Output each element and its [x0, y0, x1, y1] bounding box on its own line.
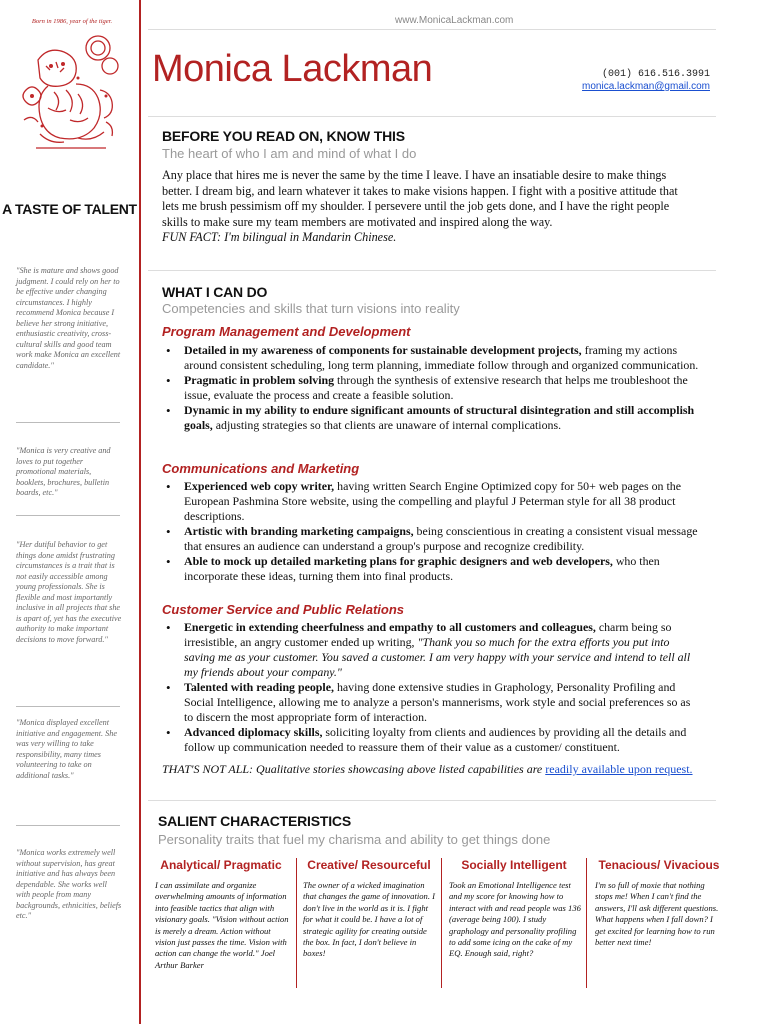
phone-number: (001) 616.516.3991 — [601, 69, 710, 80]
list-item: • Energetic in extending cheerfulness and empathy to all customers and colleagues, charm being so irresistible, an angry customer ended up writing, "Thank you so much for the extra efforts you put into saving me as your customer. You saved a customer. I am very happy with your service and intend to tell all my friends about your company." — [162, 620, 702, 680]
section-title-skills: WHAT I CAN DO — [162, 284, 268, 300]
trait-text: Took an Emotional Intelligence test and my score for knowing how to interact with and read people was 136 (average being 100). I study graphology and personality profiling to add some icing on the cake of my EQ. Enough said, right? — [449, 880, 581, 959]
email-link[interactable]: monica.lackman@gmail.com — [582, 81, 710, 92]
list-item: • Artistic with branding marketing campaigns, being conscientious in creating a consistent visual message that ensures an audience can understand a group's purpose and recognize credibility. — [162, 524, 702, 554]
testimonial-quote: "Monica displayed excellent initiative and engagement. She was very willing to take responsibility, many times volunteering to take on additional tasks." — [16, 718, 117, 780]
not-all-note: THAT'S NOT ALL: Qualitative stories showcasing above listed capabilities are readily available upon request. — [162, 762, 693, 776]
testimonial-quote: "Monica is very creative and loves to put together promotional materials, booklets, brochures, bulletin boards, etc." — [16, 446, 111, 497]
list-item: • Talented with reading people, having done extensive studies in Graphology, Personality Profiling and Social Intelligence, allowing me to analyze a person's mannerisms, work style and social preferences so as to discern the most appropriate form of interaction. — [162, 680, 702, 725]
trait-text: I'm so full of moxie that nothing stops me! When I can't find the answers, I'll ask different questions. What happens when I fall down? I get excited for learning how to run better next time! — [595, 880, 719, 948]
testimonial-quote: "Her dutiful behavior to get things done amidst frustrating circumstances is a trait that is not easily accessible among young professionals. She is flexible and most importantly inclusive in all projects that she is apart of, yet has the executive authority to make important decisions to move forward." — [16, 540, 122, 644]
skill-group-heading: Customer Service and Public Relations — [162, 602, 405, 617]
skill-list — [162, 620, 702, 755]
section-rule — [148, 116, 716, 117]
list-item: • Experienced web copy writer, having written Search Engine Optimized copy for 50+ web pages on the European Pashmina Store website, using the compelling and playful J Peterman style for all 38 product descriptions. — [162, 479, 702, 524]
quote-divider — [16, 825, 120, 826]
section-title-before: BEFORE YOU READ ON, KNOW THIS — [162, 128, 405, 144]
list-item: • Advanced diplomacy skills, soliciting loyalty from clients and audiences by providing all the details and follow up communication needed to reassure them of their value as a customer/ constituent. — [162, 725, 702, 755]
trait-divider — [296, 858, 297, 988]
quote-divider — [16, 706, 120, 707]
sidebar-divider — [139, 0, 141, 1024]
section-subtitle-before: The heart of who I am and mind of what I do — [162, 146, 417, 161]
trait-text: The owner of a wicked imagination that changes the game of innovation. I don't live in the world as it is. I fight for what it could be. I have a lot of strategic agility for creating outside the box. In fact, I don't believe in boxes! — [303, 880, 435, 959]
section-rule — [148, 270, 716, 271]
skill-group-heading: Communications and Marketing — [162, 461, 360, 476]
trait-heading: Tenacious/ Vivacious — [598, 858, 720, 872]
header-rule — [148, 29, 716, 30]
quote-divider — [16, 515, 120, 516]
intro-paragraph — [162, 168, 682, 246]
testimonial-quote: "Monica works extremely well without supervision, has great initiative and has always been dependable. She works well with people from many backgrounds, ethnicities, beliefs etc." — [16, 848, 122, 920]
section-rule — [148, 800, 716, 801]
sidebar-title: A TASTE OF TALENT — [2, 201, 137, 217]
skill-list — [162, 479, 702, 584]
page-title: Monica Lackman — [152, 48, 433, 90]
tiger-illustration — [18, 30, 122, 158]
section-subtitle-skills: Competencies and skills that turn visions into reality — [162, 301, 460, 316]
trait-divider — [441, 858, 442, 988]
list-item: • Pragmatic in problem solving through the synthesis of extensive research that helps me troubleshoot the issue, evaluate the process and create a feasible solution. — [162, 373, 702, 403]
section-subtitle-traits: Personality traits that fuel my charisma and ability to get things done — [158, 832, 551, 847]
section-title-traits: SALIENT CHARACTERISTICS — [158, 813, 351, 829]
trait-heading: Socially Intelligent — [461, 858, 567, 872]
request-link[interactable]: readily available upon request. — [545, 762, 693, 776]
testimonial-quote: "She is mature and shows good judgment. I could rely on her to be effective under changing circumstances. I highly recommend Monica because I believe her strong initiative, enthusiastic creativity, cross-cultural skills and good team work make Monica an excellent candidate." — [16, 266, 121, 370]
website-url[interactable]: www.MonicaLackman.com — [395, 15, 514, 26]
quote-divider — [16, 422, 120, 423]
tiger-caption: Born in 1986, year of the tiger. — [31, 18, 113, 25]
trait-text: I can assimilate and organize overwhelming amounts of information into feasible tactics that align with visionary goals. "Vision without action is merely a dream. Action without vision just passes the time. Vision with action can change the world." Joel Arthur Barker — [155, 880, 289, 970]
trait-divider — [586, 858, 587, 988]
list-item: • Dynamic in my ability to endure significant amounts of structural disintegration and still accomplish goals, adjusting strategies so that clients are unaware of internal complications. — [162, 403, 702, 433]
intro-body: Any place that hires me is never the same by the time I leave. I have an insatiable desire to make things better. I dream big, and learn whatever it takes to make visions happen. I fight with a positive attitude that lets me brush pessimism off my shoulder. I persevere until the job gets done, and I have the right people skills to make sure my team members are motivated and inspired along the way. — [162, 168, 678, 229]
list-item: • Able to mock up detailed marketing plans for graphic designers and web developers, who then incorporate these ideas, turning them into final products. — [162, 554, 702, 584]
skill-list — [162, 343, 702, 433]
trait-heading: Creative/ Resourceful — [307, 858, 431, 872]
skill-group-heading: Program Management and Development — [162, 324, 411, 339]
list-item: • Detailed in my awareness of components for sustainable development projects, framing my actions around consistent scheduling, long term planning, immediate follow through and organized communication. — [162, 343, 702, 373]
fun-fact: FUN FACT: I'm bilingual in Mandarin Chinese. — [162, 230, 397, 244]
trait-heading: Analytical/ Pragmatic — [160, 858, 282, 872]
